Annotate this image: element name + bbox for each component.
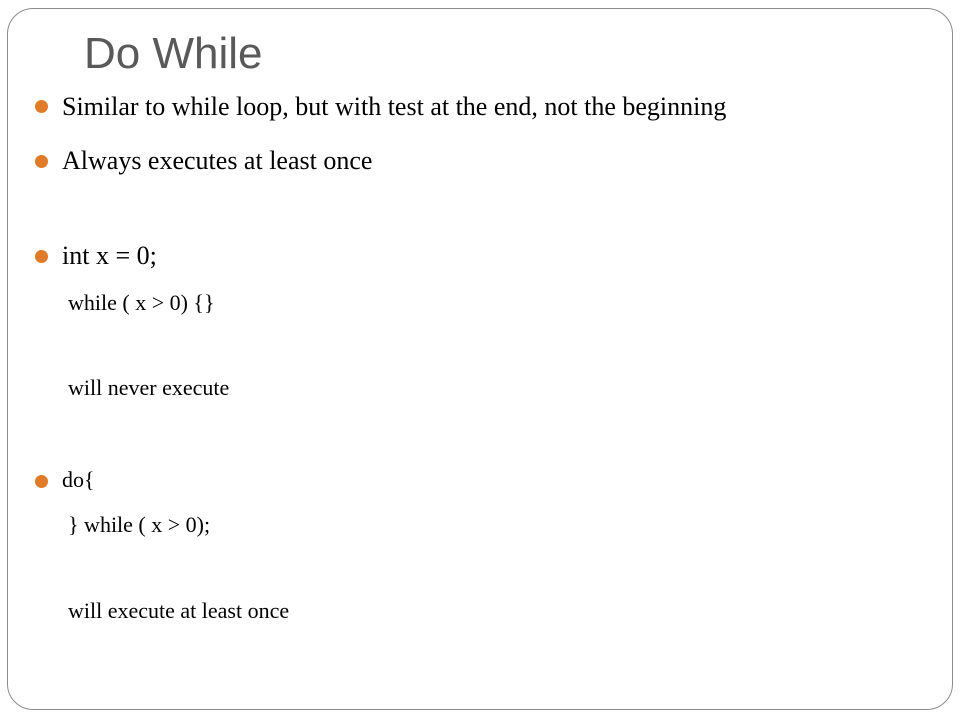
bullet-icon	[35, 250, 48, 263]
bullet-text-always-executes: Always executes at least once	[62, 146, 373, 175]
bullet-icon	[35, 155, 48, 168]
slide-title: Do While	[84, 29, 263, 78]
bullet-text-similar-to-while: Similar to while loop, but with test at the end, not the beginning	[62, 92, 727, 121]
note-will-never-execute: will never execute	[68, 375, 230, 400]
code-int-x-declaration: int x = 0;	[62, 241, 157, 270]
note-will-execute-once: will execute at least once	[68, 598, 290, 623]
code-while-loop: while ( x > 0) {}	[68, 290, 215, 315]
bullet-icon	[35, 100, 48, 113]
code-do-open: do{	[62, 467, 95, 492]
bullet-icon	[35, 475, 48, 488]
code-do-while-close: } while ( x > 0);	[68, 512, 211, 537]
